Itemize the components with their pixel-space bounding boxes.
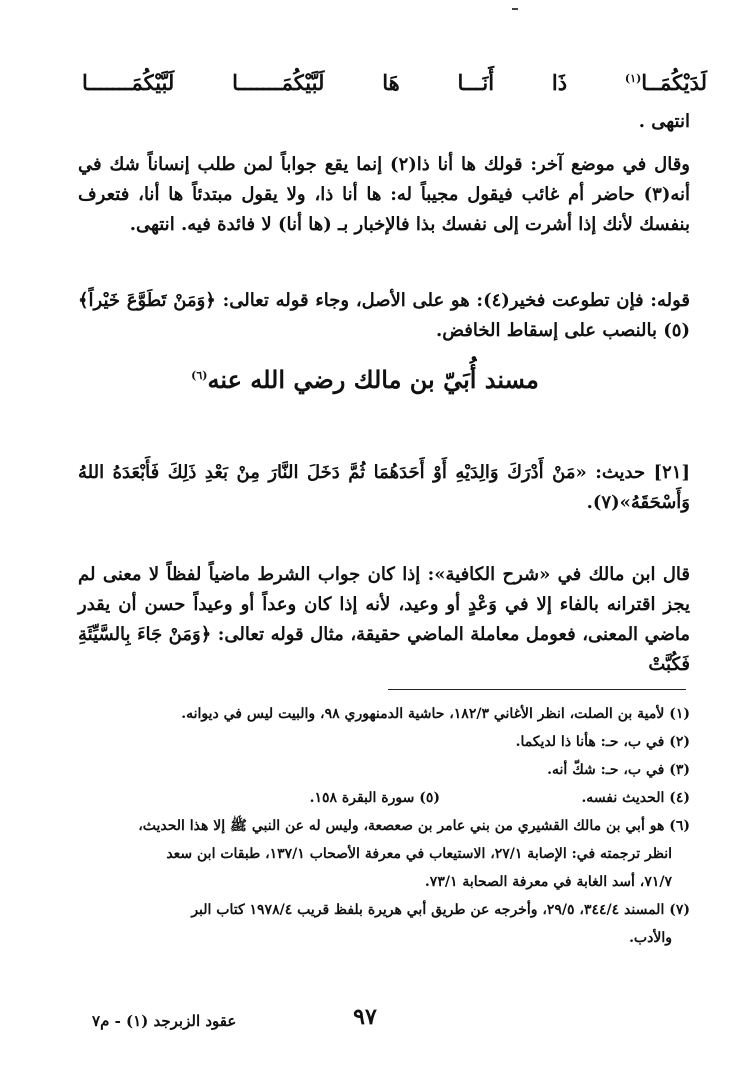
footnote-6-cont: انظر ترجمته في: الإصابة ٢٧/١، الاستيعاب في معرفة الأصحاب ١٣٧/١، طبقات ابن سعد: [166, 846, 672, 862]
footnote-5: (٥) سورة البقرة ١٥٨.: [309, 790, 440, 806]
footnote-7-cont: والأدب.: [629, 930, 672, 946]
verse-word: أَنَـــا: [457, 69, 495, 95]
footnote-row-4-5: [78, 784, 690, 812]
paragraph-hadith: [٢١] حديث: «مَنْ أَدْرَكَ وَالِدَيْهِ أَوْ أَحَدَهُمَا ثُمَّ دَخَلَ النَّارَ مِنْ بَعْدِ ذَلِكَ فَأَبْعَدَهُ اللهُ وَأَسْحَقَهُ»(٧).: [78, 462, 690, 513]
verse-word: لَبَّيْكُمَـــــــا: [82, 69, 175, 95]
running-head: عقود الزبرجد (١) - م٧: [92, 1012, 237, 1030]
page-number: ٩٧: [353, 1004, 377, 1030]
footnote-marker: (١): [624, 71, 642, 85]
footnote-1: (١) لأمية بن الصلت، انظر الأغاني ١٨٢/٣، حاشية الدمنهوري ٩٨، والبيت ليس في ديوانه.: [181, 706, 690, 722]
footnote-rule: [388, 689, 686, 690]
verse-word: ذَا: [551, 69, 568, 95]
heading-text: مسند أُبَيّ بن مالك رضي الله عنه: [207, 365, 539, 394]
poetry-verse: [82, 62, 707, 102]
verse-word: هَا: [382, 69, 400, 95]
footnotes: [78, 700, 690, 952]
top-mark: [512, 8, 518, 10]
section-heading: [0, 365, 730, 394]
footnote-4: (٤) الحديث نفسه.: [581, 790, 690, 806]
footnote-marker: (٦): [191, 369, 208, 382]
paragraph-1: وقال في موضع آخر: قولك ها أنا ذا(٢) إنما يقع جواباً لمن طلب إنساناً شك في أنه(٣) حاضر أم غائب فيقول مجيباً له: ها أنا ذا، ولا يقول مبتدئاً ها أنا، فتعرف بنفسك لأنك إذا أشرت إلى نفسك بذا فالإخبار بـ (ها أنا) لا فائدة فيه. انتهى.: [78, 154, 690, 235]
text-intaha: انتهى .: [638, 111, 690, 132]
footnote-6: (٦) هو أبي بن مالك القشيري من بني عامر بن صعصعة، وليس له عن النبي ﷺ إلا هذا الحديث،: [138, 818, 690, 834]
paragraph-2: قوله: فإن تطوعت فخير(٤): هو على الأصل، وجاء قوله تعالى: ﴿وَمَنْ تَطَوَّعَ خَيْراً﴾(٥) بالنصب على إسقاط الخافض.: [78, 290, 690, 341]
footnote-6-cont: ٧١/٧، أسد الغابة في معرفة الصحابة ٧٣/١.: [424, 874, 672, 890]
footnote-7: (٧) المسند ٣٤٤/٤، ٢٩/٥، وأخرجه عن طريق أبي هريرة بلفظ قريب ١٩٧٨/٤ كتاب البر: [191, 902, 690, 918]
footnote-3: (٣) في ب، حـ: شكّ أنه.: [547, 762, 690, 778]
page-footer: [0, 1004, 730, 1040]
footnote-2: (٢) في ب، حـ: هأنا ذا لديكما.: [515, 734, 690, 750]
paragraph-4: قال ابن مالك في «شرح الكافية»: إذا كان جواب الشرط ماضياً لفظاً لا معنى لم يجز اقترانه بالفاء إلا في وَعْدٍ أو وعيد، لأنه إذا كان وعداً أو وعيداً حسن أن يقدر ماضي المعنى، فعومل معاملة الماضي حقيقة، مثال قوله تعالى: ﴿وَمَنْ جَاءَ بِالسَّيِّئَةِ فَكُبَّتْ: [78, 564, 690, 675]
verse-word: لَبَّيْكُمَـــــــا: [232, 69, 325, 95]
verse-word: لَدَيْكُمَــا$^{(١)}$: [624, 69, 707, 95]
